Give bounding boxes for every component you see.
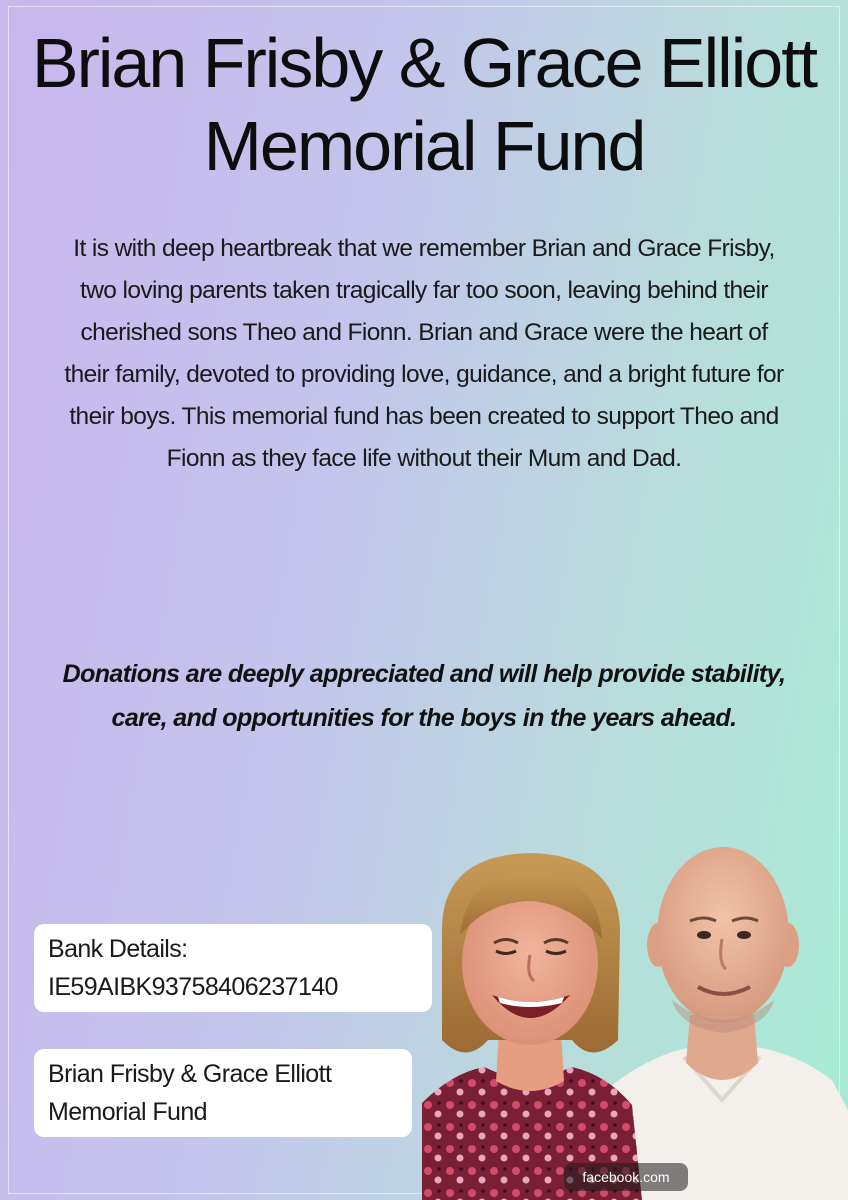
fund-name: Brian Frisby & Grace Elliott Memorial Fund — [48, 1060, 332, 1126]
donation-appeal: Donations are deeply appreciated and will help provide stability, care, and opportunities for the boys in the years ahead. — [62, 660, 786, 732]
poster-title: Brian Frisby & Grace Elliott Memorial Fund — [31, 24, 817, 185]
man-head — [657, 847, 789, 1023]
facebook-watermark: facebook.com — [582, 1169, 670, 1185]
bank-details-label: Bank Details: — [48, 935, 188, 963]
bank-iban: IE59AIBK93758406237140 — [48, 973, 338, 1001]
couple-photo — [422, 835, 848, 1200]
fund-name-box — [34, 1049, 412, 1137]
intro-paragraph: It is with deep heartbreak that we remember Brian and Grace Frisby, two loving parents taken tragically far too soon, leaving behind their cherished sons Theo and Fionn. Brian and Grace were the heart of their family, devoted to providing love, guidance, and a bright future for their boys. This memorial fund has been created to support Theo and Fionn as they face life without their Mum and Dad. — [64, 235, 784, 472]
bank-details-box — [34, 924, 432, 1012]
